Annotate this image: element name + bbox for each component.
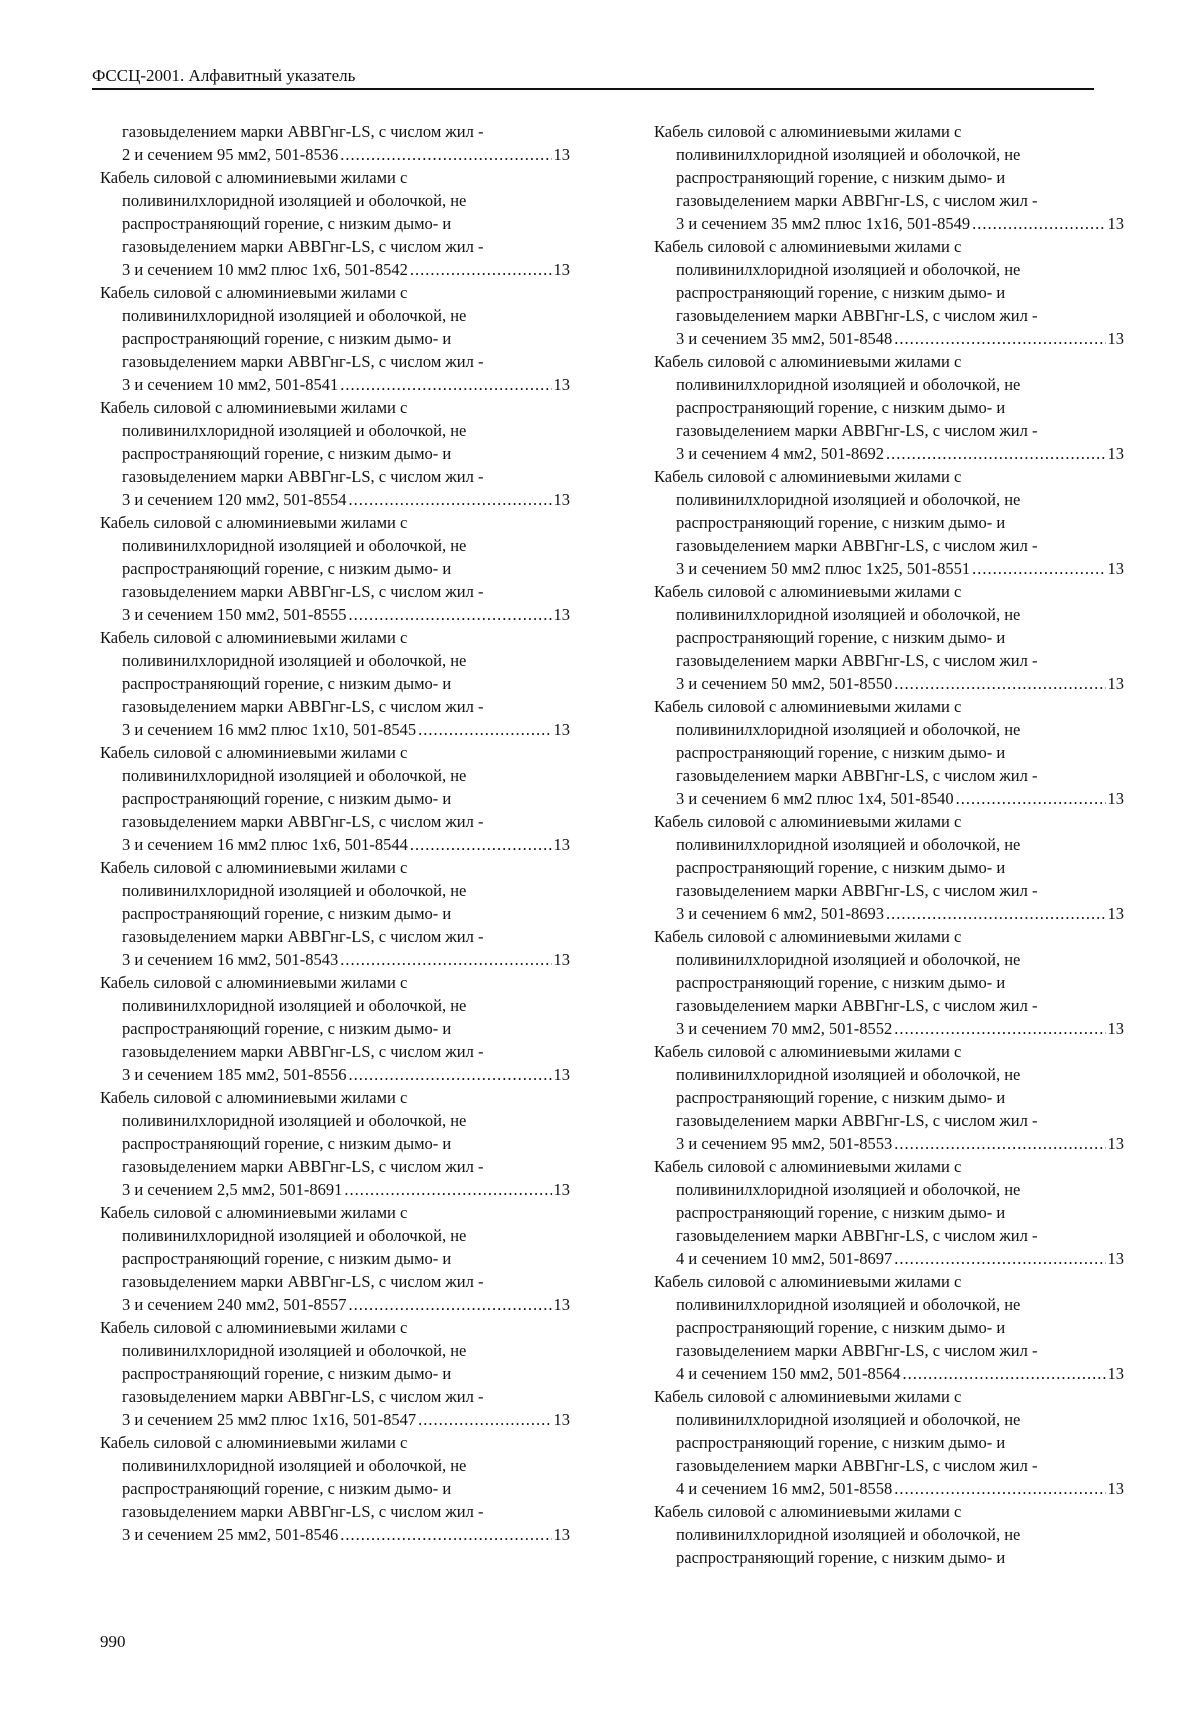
entry-page-ref: 13 xyxy=(553,260,570,279)
entry-title-line: Кабель силовой с алюминиевыми жилами с xyxy=(100,628,408,647)
entry-text-line: поливинилхлоридной изоляцией и оболочкой, не xyxy=(122,651,467,670)
index-entry xyxy=(100,281,570,396)
entry-page-ref: 13 xyxy=(553,720,570,739)
entry-text-line: газовыделением марки АВВГнг-LS, с числом жил - xyxy=(122,582,484,601)
entry-spec-text: 4 и сечением 150 мм2, 501-8564 xyxy=(676,1364,901,1383)
entry-text-line: газовыделением марки АВВГнг-LS, с числом жил - xyxy=(122,1502,484,1521)
running-header: ФССЦ-2001. Алфавитный указатель xyxy=(92,66,1094,90)
entry-spec-text: 3 и сечением 2,5 мм2, 501-8691 xyxy=(122,1180,343,1199)
entry-final-line xyxy=(100,1523,570,1546)
index-entry xyxy=(100,396,570,511)
entry-page-ref: 13 xyxy=(553,1065,570,1084)
entry-text-line: поливинилхлоридной изоляцией и оболочкой, не xyxy=(676,145,1021,164)
entry-spec-text: 3 и сечением 35 мм2, 501-8548 xyxy=(676,329,893,348)
entry-final-line xyxy=(100,373,570,396)
entry-final-line xyxy=(654,327,1124,350)
entry-title-line: Кабель силовой с алюминиевыми жилами с xyxy=(654,582,962,601)
entry-final-line xyxy=(100,1178,570,1201)
entry-final-line xyxy=(654,1477,1124,1500)
entry-title-line: Кабель силовой с алюминиевыми жилами с xyxy=(100,168,408,187)
dot-leader xyxy=(348,1063,551,1086)
entry-final-line xyxy=(100,1293,570,1316)
index-entry xyxy=(100,1086,570,1201)
entry-spec-text: 3 и сечением 16 мм2, 501-8543 xyxy=(122,950,339,969)
entry-title-line: Кабель силовой с алюминиевыми жилами с xyxy=(654,1387,962,1406)
dot-leader xyxy=(894,1477,1105,1500)
entry-text-line: распространяющий горение, с низким дымо- и xyxy=(122,214,452,233)
index-entry xyxy=(100,1201,570,1316)
entry-spec-text: 3 и сечением 6 мм2 плюс 1х4, 501-8540 xyxy=(676,789,954,808)
entry-text-line: распространяющий горение, с низким дымо- и xyxy=(122,674,452,693)
entry-page-ref: 13 xyxy=(553,490,570,509)
entry-text-line: поливинилхлоридной изоляцией и оболочкой, не xyxy=(122,1226,467,1245)
dot-leader xyxy=(418,1408,551,1431)
dot-leader xyxy=(340,143,551,166)
entry-final-line xyxy=(654,1247,1124,1270)
entry-text-line: поливинилхлоридной изоляцией и оболочкой, не xyxy=(122,191,467,210)
entry-text-line: газовыделением марки АВВГнг-LS, с числом жил - xyxy=(676,1226,1038,1245)
entry-text-line: распространяющий горение, с низким дымо- и xyxy=(122,1479,452,1498)
entry-text-line: газовыделением марки АВВГнг-LS, с числом жил - xyxy=(122,352,484,371)
entry-page-ref: 13 xyxy=(1107,674,1124,693)
index-entry xyxy=(100,120,570,166)
entry-text-line: газовыделением марки АВВГнг-LS, с числом жил - xyxy=(122,697,484,716)
dot-leader xyxy=(894,1247,1105,1270)
dot-leader xyxy=(886,902,1106,925)
entry-page-ref: 13 xyxy=(1107,1249,1124,1268)
entry-text-line: поливинилхлоридной изоляцией и оболочкой, не xyxy=(676,1410,1021,1429)
entry-text-line: поливинилхлоридной изоляцией и оболочкой, не xyxy=(676,720,1021,739)
entry-text-line: газовыделением марки АВВГнг-LS, с числом жил - xyxy=(676,191,1038,210)
entry-spec-text: 4 и сечением 16 мм2, 501-8558 xyxy=(676,1479,893,1498)
entry-text-line: поливинилхлоридной изоляцией и оболочкой, не xyxy=(676,490,1021,509)
entry-text-line: газовыделением марки АВВГнг-LS, с числом жил - xyxy=(676,996,1038,1015)
entry-page-ref: 13 xyxy=(553,950,570,969)
entry-text-line: поливинилхлоридной изоляцией и оболочкой, не xyxy=(122,996,467,1015)
entry-text-line: распространяющий горение, с низким дымо- и xyxy=(122,904,452,923)
entry-text-line: распространяющий горение, с низким дымо- и xyxy=(676,513,1006,532)
entry-page-ref: 13 xyxy=(1107,1019,1124,1038)
entry-text-line: газовыделением марки АВВГнг-LS, с числом жил - xyxy=(122,1272,484,1291)
dot-leader xyxy=(972,212,1105,235)
entry-text-line: газовыделением марки АВВГнг-LS, с числом жил - xyxy=(122,1157,484,1176)
entry-page-ref: 13 xyxy=(1107,1134,1124,1153)
entry-text-line: распространяющий горение, с низким дымо- и xyxy=(676,398,1006,417)
entry-page-ref: 13 xyxy=(553,1180,570,1199)
index-entry xyxy=(654,1500,1124,1569)
entry-title-line: Кабель силовой с алюминиевыми жилами с xyxy=(654,1502,962,1521)
entry-spec-text: 3 и сечением 120 мм2, 501-8554 xyxy=(122,490,347,509)
entry-text-line: распространяющий горение, с низким дымо- и xyxy=(676,1088,1006,1107)
dot-leader xyxy=(886,442,1106,465)
index-entry xyxy=(654,465,1124,580)
entry-text-line: поливинилхлоридной изоляцией и оболочкой, не xyxy=(122,421,467,440)
entry-text-line: распространяющий горение, с низким дымо- и xyxy=(676,973,1006,992)
entry-spec-text: 3 и сечением 35 мм2 плюс 1х16, 501-8549 xyxy=(676,214,971,233)
index-entry xyxy=(100,741,570,856)
entry-title-line: Кабель силовой с алюминиевыми жилами с xyxy=(654,697,962,716)
entry-title-line: Кабель силовой с алюминиевыми жилами с xyxy=(100,1203,408,1222)
entry-title-line: Кабель силовой с алюминиевыми жилами с xyxy=(654,812,962,831)
index-entry xyxy=(100,166,570,281)
index-entry xyxy=(100,511,570,626)
dot-leader xyxy=(956,787,1106,810)
entry-spec-text: 3 и сечением 240 мм2, 501-8557 xyxy=(122,1295,347,1314)
dot-leader xyxy=(902,1362,1105,1385)
entry-text-line: газовыделением марки АВВГнг-LS, с числом жил - xyxy=(676,651,1038,670)
entry-text-line: распространяющий горение, с низким дымо- и xyxy=(676,168,1006,187)
entry-text-line: газовыделением марки АВВГнг-LS, с числом жил - xyxy=(676,1456,1038,1475)
entry-text-line: газовыделением марки АВВГнг-LS, с числом жил - xyxy=(676,306,1038,325)
entry-final-line xyxy=(654,1362,1124,1385)
entry-text-line: газовыделением марки АВВГнг-LS, с числом жил - xyxy=(676,421,1038,440)
index-entry xyxy=(654,1040,1124,1155)
entry-page-ref: 13 xyxy=(553,375,570,394)
entry-text-line: газовыделением марки АВВГнг-LS, с числом жил - xyxy=(122,122,484,141)
entry-spec-text: 2 и сечением 95 мм2, 501-8536 xyxy=(122,145,339,164)
entry-text-line: распространяющий горение, с низким дымо- и xyxy=(676,1318,1006,1337)
entry-title-line: Кабель силовой с алюминиевыми жилами с xyxy=(100,1433,408,1452)
entry-title-line: Кабель силовой с алюминиевыми жилами с xyxy=(100,973,408,992)
index-entry xyxy=(100,971,570,1086)
entry-title-line: Кабель силовой с алюминиевыми жилами с xyxy=(100,743,408,762)
entry-title-line: Кабель силовой с алюминиевыми жилами с xyxy=(100,398,408,417)
entry-title-line: Кабель силовой с алюминиевыми жилами с xyxy=(654,1272,962,1291)
entry-final-line xyxy=(654,1017,1124,1040)
index-column-left xyxy=(100,120,570,1546)
entry-text-line: газовыделением марки АВВГнг-LS, с числом жил - xyxy=(122,1387,484,1406)
entry-title-line: Кабель силовой с алюминиевыми жилами с xyxy=(100,513,408,532)
entry-title-line: Кабель силовой с алюминиевыми жилами с xyxy=(654,1157,962,1176)
entry-final-line xyxy=(654,212,1124,235)
entry-page-ref: 13 xyxy=(1107,559,1124,578)
dot-leader xyxy=(340,1523,551,1546)
entry-final-line xyxy=(100,603,570,626)
entry-page-ref: 13 xyxy=(1107,789,1124,808)
index-entry xyxy=(654,235,1124,350)
dot-leader xyxy=(894,672,1105,695)
entry-page-ref: 13 xyxy=(553,605,570,624)
entry-final-line xyxy=(100,833,570,856)
entry-page-ref: 13 xyxy=(553,835,570,854)
dot-leader xyxy=(894,1017,1105,1040)
entry-final-line xyxy=(100,488,570,511)
entry-text-line: распространяющий горение, с низким дымо- и xyxy=(676,858,1006,877)
index-entry xyxy=(654,580,1124,695)
entry-spec-text: 4 и сечением 10 мм2, 501-8697 xyxy=(676,1249,893,1268)
entry-spec-text: 3 и сечением 16 мм2 плюс 1х10, 501-8545 xyxy=(122,720,417,739)
entry-page-ref: 13 xyxy=(1107,904,1124,923)
entry-page-ref: 13 xyxy=(553,145,570,164)
index-entry xyxy=(100,626,570,741)
entry-text-line: поливинилхлоридной изоляцией и оболочкой, не xyxy=(676,1295,1021,1314)
entry-text-line: распространяющий горение, с низким дымо- и xyxy=(122,1134,452,1153)
entry-text-line: поливинилхлоридной изоляцией и оболочкой, не xyxy=(122,881,467,900)
entry-text-line: газовыделением марки АВВГнг-LS, с числом жил - xyxy=(676,536,1038,555)
entry-text-line: поливинилхлоридной изоляцией и оболочкой, не xyxy=(676,1180,1021,1199)
entry-spec-text: 3 и сечением 70 мм2, 501-8552 xyxy=(676,1019,893,1038)
index-entry xyxy=(654,350,1124,465)
entry-spec-text: 3 и сечением 185 мм2, 501-8556 xyxy=(122,1065,347,1084)
page-number: 990 xyxy=(100,1632,126,1651)
entry-text-line: газовыделением марки АВВГнг-LS, с числом жил - xyxy=(676,1111,1038,1130)
entry-text-line: поливинилхлоридной изоляцией и оболочкой, не xyxy=(122,536,467,555)
entry-page-ref: 13 xyxy=(553,1295,570,1314)
entry-final-line xyxy=(100,1063,570,1086)
dot-leader xyxy=(418,718,551,741)
entry-text-line: газовыделением марки АВВГнг-LS, с числом жил - xyxy=(122,927,484,946)
entry-spec-text: 3 и сечением 16 мм2 плюс 1х6, 501-8544 xyxy=(122,835,408,854)
entry-text-line: распространяющий горение, с низким дымо- и xyxy=(676,628,1006,647)
entry-page-ref: 13 xyxy=(1107,444,1124,463)
index-entry xyxy=(654,695,1124,810)
entry-text-line: поливинилхлоридной изоляцией и оболочкой, не xyxy=(676,260,1021,279)
entry-text-line: распространяющий горение, с низким дымо- и xyxy=(122,329,452,348)
entry-text-line: распространяющий горение, с низким дымо- и xyxy=(122,559,452,578)
entry-page-ref: 13 xyxy=(553,1525,570,1544)
entry-text-line: газовыделением марки АВВГнг-LS, с числом жил - xyxy=(676,766,1038,785)
dot-leader xyxy=(340,948,551,971)
dot-leader xyxy=(348,488,551,511)
entry-title-line: Кабель силовой с алюминиевыми жилами с xyxy=(654,927,962,946)
entry-text-line: распространяющий горение, с низким дымо- и xyxy=(676,1433,1006,1452)
entry-text-line: газовыделением марки АВВГнг-LS, с числом жил - xyxy=(122,467,484,486)
entry-final-line xyxy=(654,787,1124,810)
entry-title-line: Кабель силовой с алюминиевыми жилами с xyxy=(654,122,962,141)
entry-final-line xyxy=(654,557,1124,580)
entry-page-ref: 13 xyxy=(1107,1364,1124,1383)
entry-title-line: Кабель силовой с алюминиевыми жилами с xyxy=(100,1318,408,1337)
entry-final-line xyxy=(100,258,570,281)
entry-final-line xyxy=(100,143,570,166)
entry-title-line: Кабель силовой с алюминиевыми жилами с xyxy=(100,283,408,302)
entry-text-line: распространяющий горение, с низким дымо- и xyxy=(122,444,452,463)
entry-title-line: Кабель силовой с алюминиевыми жилами с xyxy=(654,1042,962,1061)
entry-spec-text: 3 и сечением 25 мм2, 501-8546 xyxy=(122,1525,339,1544)
entry-spec-text: 3 и сечением 10 мм2 плюс 1х6, 501-8542 xyxy=(122,260,408,279)
entry-text-line: поливинилхлоридной изоляцией и оболочкой, не xyxy=(676,605,1021,624)
entry-spec-text: 3 и сечением 50 мм2, 501-8550 xyxy=(676,674,893,693)
entry-text-line: поливинилхлоридной изоляцией и оболочкой, не xyxy=(122,1341,467,1360)
entry-final-line xyxy=(100,718,570,741)
dot-leader xyxy=(348,603,551,626)
dot-leader xyxy=(410,833,552,856)
index-entry xyxy=(100,856,570,971)
entry-spec-text: 3 и сечением 150 мм2, 501-8555 xyxy=(122,605,347,624)
dot-leader xyxy=(894,327,1105,350)
index-entry xyxy=(654,925,1124,1040)
entry-text-line: газовыделением марки АВВГнг-LS, с числом жил - xyxy=(122,1042,484,1061)
entry-page-ref: 13 xyxy=(1107,1479,1124,1498)
entry-final-line xyxy=(100,948,570,971)
entry-spec-text: 3 и сечением 10 мм2, 501-8541 xyxy=(122,375,339,394)
entry-text-line: поливинилхлоридной изоляцией и оболочкой, не xyxy=(676,1065,1021,1084)
index-entry xyxy=(654,1385,1124,1500)
entry-title-line: Кабель силовой с алюминиевыми жилами с xyxy=(100,858,408,877)
dot-leader xyxy=(972,557,1105,580)
entry-text-line: распространяющий горение, с низким дымо- и xyxy=(676,1548,1006,1567)
index-entry xyxy=(654,1270,1124,1385)
entry-text-line: распространяющий горение, с низким дымо- и xyxy=(676,1203,1006,1222)
entry-title-line: Кабель силовой с алюминиевыми жилами с xyxy=(654,352,962,371)
entry-final-line xyxy=(100,1408,570,1431)
entry-final-line xyxy=(654,442,1124,465)
dot-leader xyxy=(894,1132,1105,1155)
entry-text-line: распространяющий горение, с низким дымо- и xyxy=(676,743,1006,762)
index-entry xyxy=(100,1316,570,1431)
entry-page-ref: 13 xyxy=(1107,329,1124,348)
entry-spec-text: 3 и сечением 25 мм2 плюс 1х16, 501-8547 xyxy=(122,1410,417,1429)
entry-final-line xyxy=(654,1132,1124,1155)
entry-text-line: поливинилхлоридной изоляцией и оболочкой, не xyxy=(676,835,1021,854)
entry-text-line: поливинилхлоридной изоляцией и оболочкой, не xyxy=(122,1111,467,1130)
entry-title-line: Кабель силовой с алюминиевыми жилами с xyxy=(654,467,962,486)
entry-spec-text: 3 и сечением 95 мм2, 501-8553 xyxy=(676,1134,893,1153)
entry-title-line: Кабель силовой с алюминиевыми жилами с xyxy=(654,237,962,256)
entry-spec-text: 3 и сечением 50 мм2 плюс 1х25, 501-8551 xyxy=(676,559,971,578)
entry-final-line xyxy=(654,672,1124,695)
index-entry xyxy=(100,1431,570,1546)
entry-text-line: поливинилхлоридной изоляцией и оболочкой, не xyxy=(676,1525,1021,1544)
entry-final-line xyxy=(654,902,1124,925)
entry-spec-text: 3 и сечением 4 мм2, 501-8692 xyxy=(676,444,884,463)
entry-text-line: поливинилхлоридной изоляцией и оболочкой, не xyxy=(122,1456,467,1475)
entry-text-line: распространяющий горение, с низким дымо- и xyxy=(676,283,1006,302)
entry-page-ref: 13 xyxy=(553,1410,570,1429)
dot-leader xyxy=(344,1178,551,1201)
entry-text-line: распространяющий горение, с низким дымо- и xyxy=(122,1019,452,1038)
dot-leader xyxy=(340,373,551,396)
entry-title-line: Кабель силовой с алюминиевыми жилами с xyxy=(100,1088,408,1107)
dot-leader xyxy=(410,258,552,281)
entry-text-line: распространяющий горение, с низким дымо- и xyxy=(122,1249,452,1268)
entry-text-line: распространяющий горение, с низким дымо- и xyxy=(122,1364,452,1383)
entry-text-line: газовыделением марки АВВГнг-LS, с числом жил - xyxy=(676,1341,1038,1360)
entry-text-line: газовыделением марки АВВГнг-LS, с числом жил - xyxy=(122,237,484,256)
index-column-right xyxy=(654,120,1124,1569)
entry-text-line: поливинилхлоридной изоляцией и оболочкой, не xyxy=(676,375,1021,394)
entry-page-ref: 13 xyxy=(1107,214,1124,233)
entry-text-line: поливинилхлоридной изоляцией и оболочкой, не xyxy=(122,306,467,325)
entry-text-line: распространяющий горение, с низким дымо- и xyxy=(122,789,452,808)
index-entry xyxy=(654,810,1124,925)
entry-text-line: поливинилхлоридной изоляцией и оболочкой, не xyxy=(122,766,467,785)
entry-text-line: поливинилхлоридной изоляцией и оболочкой, не xyxy=(676,950,1021,969)
dot-leader xyxy=(348,1293,551,1316)
index-entry xyxy=(654,1155,1124,1270)
entry-spec-text: 3 и сечением 6 мм2, 501-8693 xyxy=(676,904,884,923)
entry-text-line: газовыделением марки АВВГнг-LS, с числом жил - xyxy=(676,881,1038,900)
index-entry xyxy=(654,120,1124,235)
entry-text-line: газовыделением марки АВВГнг-LS, с числом жил - xyxy=(122,812,484,831)
